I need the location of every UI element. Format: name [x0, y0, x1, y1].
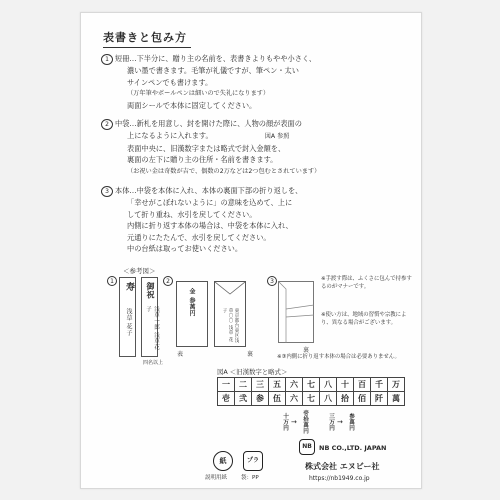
ref-number-1: 1 — [107, 276, 117, 286]
table-cell: 弐 — [235, 392, 252, 406]
section-line: 元通りにたたんで、水引を戻してください。 — [127, 232, 271, 242]
table-cell: 万 — [388, 378, 405, 392]
table-cell: 一 — [218, 378, 235, 392]
nakabukuro-amount: 金 参萬円 — [188, 288, 195, 317]
nb-logo: NB — [299, 439, 315, 455]
nakabukuro-back — [214, 281, 246, 347]
table-cell: 七 — [303, 392, 320, 406]
page-title: 表書きと包み方 — [103, 29, 191, 48]
figure-a-ref: 図A 参照 — [264, 133, 290, 140]
arrow-icon: → — [337, 418, 343, 426]
section-line: 両面シールで本体に固定してください。 — [127, 100, 257, 110]
table-cell: 拾 — [337, 392, 354, 406]
front-label: 表 — [177, 351, 184, 358]
table-row — [218, 392, 405, 406]
plastic-recycle-icon: プラ — [243, 451, 263, 471]
tanzaku-multi — [141, 277, 158, 357]
table-cell: 佰 — [354, 392, 371, 406]
section-line: 「幸せがこぼれないように」の意味を込めて、上に — [127, 198, 293, 207]
tanzaku-names: 浅草一郎 浅草花子 — [145, 306, 159, 351]
table-cell: 三 — [252, 378, 269, 392]
table-cell: 六 — [286, 392, 303, 406]
section-line: 濃い墨で書きます。毛筆が礼儀ですが、筆ペン・太い — [127, 66, 299, 75]
hontai-folded — [278, 281, 314, 343]
table-row — [218, 378, 405, 392]
example-amount: 三万円 — [328, 413, 334, 432]
company-url: https://nb1949.co.jp — [309, 475, 370, 482]
table-cell: 八 — [320, 378, 337, 392]
table-cell: 萬 — [388, 392, 405, 406]
table-cell: 阡 — [371, 392, 388, 406]
table-cell: 伍 — [269, 392, 286, 406]
section-line: …下半分に、贈り主の名前を、表書きよりもやや小さく、 — [129, 54, 317, 63]
back-label: 裏 — [247, 351, 254, 358]
table-cell: 千 — [371, 378, 388, 392]
table-cell: 八 — [320, 392, 337, 406]
tanzaku-name: 浅草 花子 — [125, 308, 132, 337]
example-amount: 参萬円 — [348, 413, 354, 432]
table-cell: 十 — [337, 378, 354, 392]
plastic-recycle-caption: 袋：PP — [241, 475, 259, 481]
back-label-2: 裏 — [303, 347, 310, 354]
fold-caption: ※③内側に折り返す本体の場合は必要ありません。 — [277, 354, 400, 360]
section-line: して折り重ね、水引を戻してください。 — [127, 209, 257, 219]
section-number: 2 — [101, 119, 113, 130]
tanzaku-title: 寿 — [124, 282, 134, 292]
note-handing: ※手渡す際は、ふくさに包んで持参するのがマナーです。 — [321, 276, 412, 291]
table-cell: 五 — [269, 378, 286, 392]
table-cell: 六 — [286, 378, 303, 392]
arrow-icon: → — [291, 418, 297, 426]
example-amount: 壱拾萬円 — [302, 410, 308, 435]
section-tanzaku — [101, 53, 316, 111]
section-line: 裏面の左下に贈り主の住所・名前を書きます。 — [127, 155, 278, 165]
section-note: （お祝い金は奇数が吉で、偶数の2万などは2つ包むとされています） — [127, 167, 321, 175]
section-line: …新札を用意し、封を開けた際に、人物の顔が表面の — [129, 119, 302, 128]
section-number: 1 — [101, 54, 113, 65]
nakabukuro-front — [176, 281, 208, 347]
nakabukuro-address: 東京都台東区浅草〇〇 浅草 花子 — [222, 308, 239, 343]
section-label: 中袋 — [115, 119, 130, 128]
section-line: 中の台紙は取ってお使いください。 — [127, 244, 243, 254]
instruction-card — [80, 12, 422, 489]
reference-title: ＜参考図＞ — [123, 267, 156, 275]
section-label: 本体 — [115, 186, 130, 195]
tanzaku-title: 御祝 — [146, 282, 155, 299]
table-cell: 百 — [354, 378, 371, 392]
ref-number-2: 2 — [163, 276, 173, 286]
ref-number-3: 3 — [267, 276, 277, 286]
company-name: 株式会社 エヌビー社 — [305, 462, 380, 471]
section-nakabukuro — [101, 118, 320, 177]
kanji-table — [217, 377, 405, 406]
note-custom: ※使い方は、地域の習慣や宗教により、異なる場合がございます。 — [321, 312, 407, 327]
table-cell: 壱 — [218, 392, 235, 406]
section-line: 上になるように入れます。 — [127, 131, 213, 140]
brand-name: NB CO.,LTD. JAPAN — [319, 444, 387, 452]
section-number: 3 — [101, 186, 113, 197]
table-cell: 七 — [303, 378, 320, 392]
section-line: 内側に折り返す本体の場合は、中袋を本体に入れ、 — [127, 221, 293, 231]
section-label: 短冊 — [115, 54, 130, 63]
section-line: …中袋を本体に入れ、本体の裏面下部の折り返しを、 — [129, 186, 303, 195]
table-cell: 二 — [235, 378, 252, 392]
section-line: 表面中央に、旧漢数字または略式で封入金額を、 — [127, 143, 286, 153]
fold-lines-icon — [278, 281, 314, 343]
tanzaku-single — [119, 277, 136, 357]
paper-recycle-icon: 紙 — [213, 451, 233, 471]
figure-a-caption: 図A ＜旧漢数字と略式＞ — [217, 368, 288, 376]
tanzaku-caption: 四名以上 — [143, 360, 164, 366]
section-line: サインペンでも書けます。 — [127, 77, 213, 87]
envelope-flap-icon — [215, 282, 245, 298]
example-amount: 十万円 — [282, 413, 288, 432]
section-note: （万年筆やボールペンは細いので失礼になります） — [127, 90, 270, 98]
section-hontai — [101, 185, 302, 255]
paper-recycle-caption: 説明用紙 — [205, 475, 228, 481]
table-cell: 参 — [252, 392, 269, 406]
